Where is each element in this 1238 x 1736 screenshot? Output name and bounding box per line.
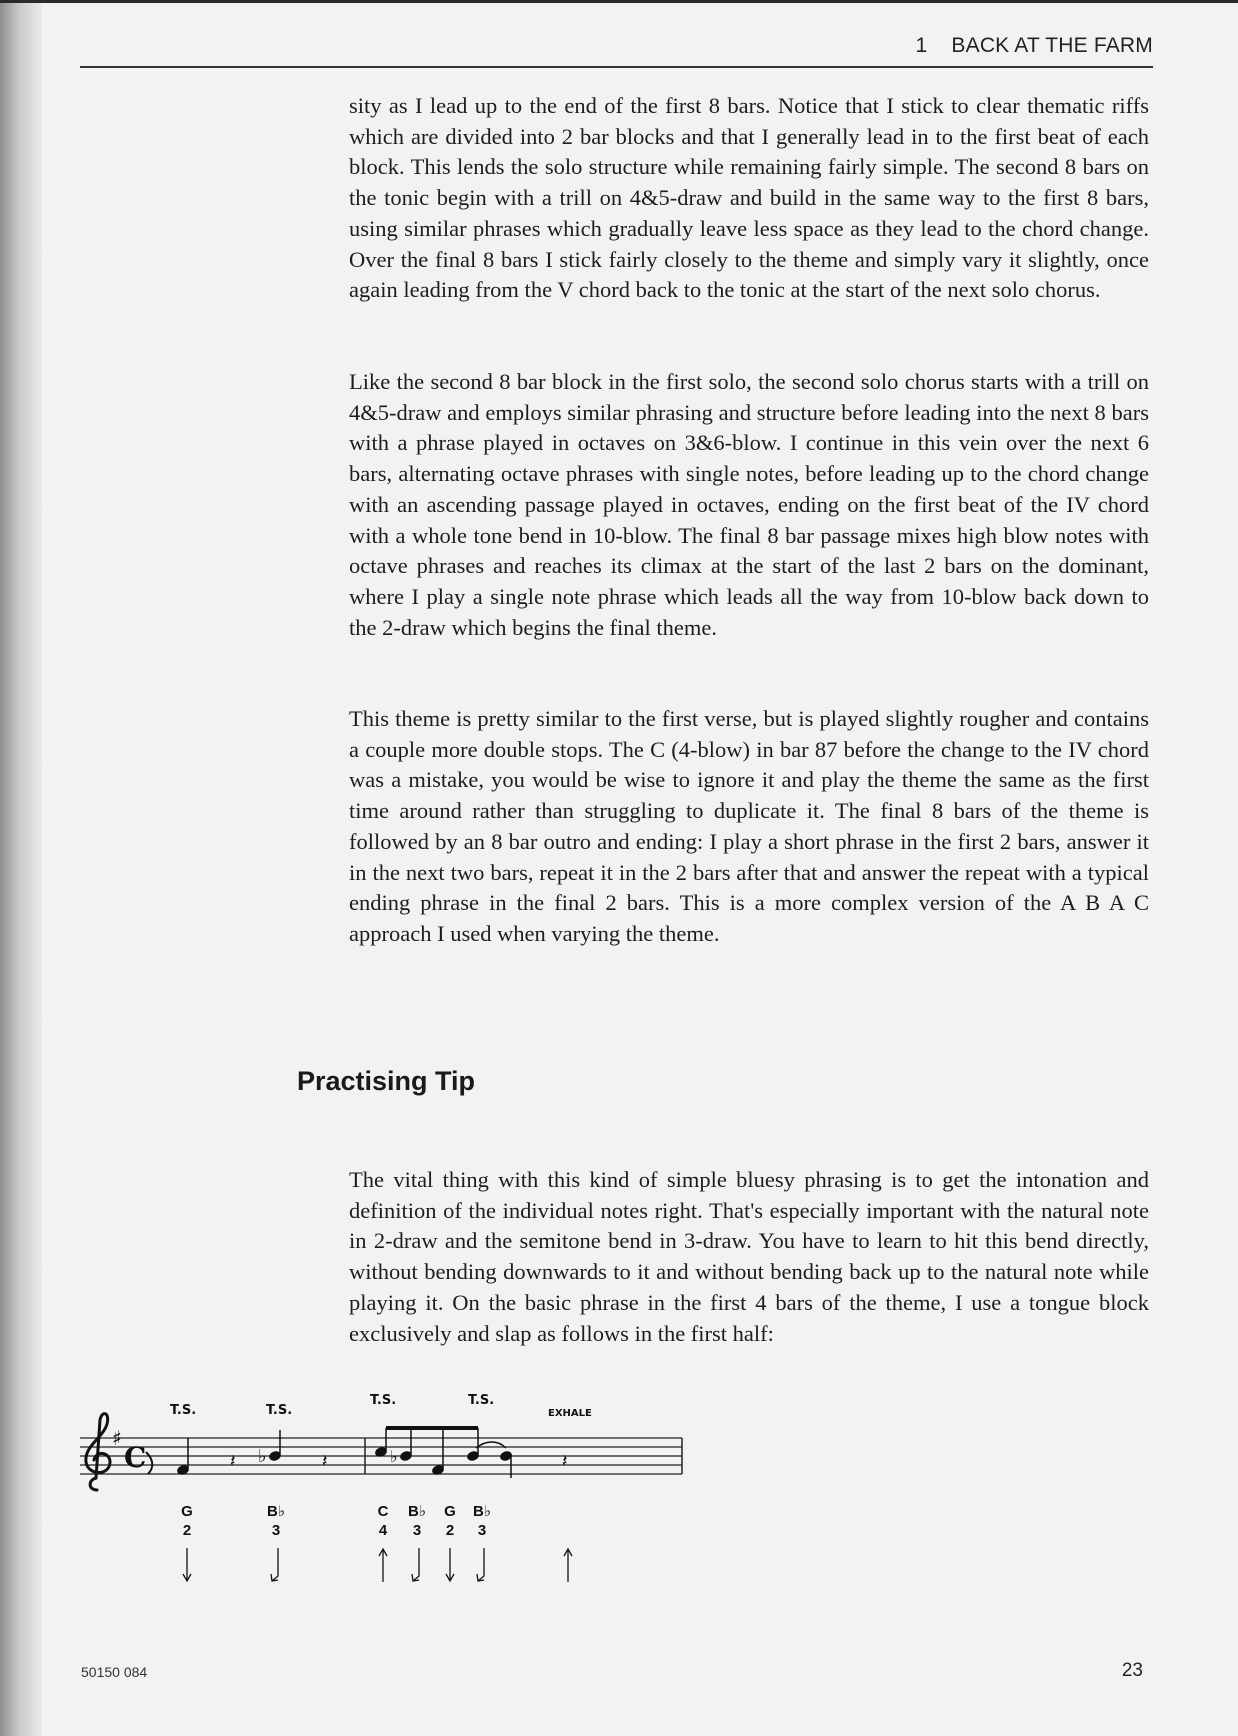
book-spine-shadow (0, 0, 42, 1736)
bend-draw-arrow-icon (477, 1548, 484, 1581)
draw-arrow-icon (183, 1548, 191, 1581)
svg-text:♭: ♭ (390, 1447, 398, 1466)
paragraph-2: Like the second 8 bar block in the first solo, the second solo chorus starts with a trill on 4&5-draw and employs similar phrasing and structure before leading into the next 8 bars with a phrase played in octaves on 3&6-blow. I continue in this vein over the next 6 bars, alternating octave phrases with single notes, before leading up to the chord change with an ascending passage played in octaves, ending on the first beat of the IV chord with a whole tone bend in 10-blow. The final 8 bar passage mixes high blow notes with octave phrases and reaches its climax at the start of the last 2 bars on the dominant, where I play a single note phrase which leads all the way from 10-blow back down to the 2-draw which begins the final theme. (349, 369, 1149, 640)
tab-hole: 3 (271, 1522, 281, 1539)
bend-draw-arrow-icon (412, 1548, 419, 1581)
running-header (915, 34, 1153, 58)
chapter-number: 1 (915, 34, 928, 57)
tab-note: G (181, 1503, 193, 1520)
note-b-flat (466, 1428, 479, 1462)
blow-arrow-icon (379, 1549, 387, 1582)
tab-note: C (377, 1503, 389, 1520)
note-b-flat (258, 1430, 282, 1467)
blow-arrow-icon (564, 1549, 572, 1582)
page-number: 23 (1121, 1660, 1143, 1681)
annotation-ts-2: T.S. (266, 1403, 293, 1418)
quarter-rest-icon: 𝄽 (230, 1451, 236, 1472)
music-notation (70, 1390, 690, 1600)
common-time-icon: C (124, 1441, 147, 1474)
quarter-rest-icon: 𝄽 (562, 1451, 568, 1472)
annotation-ts-1: T.S. (170, 1403, 197, 1418)
svg-text:♭: ♭ (258, 1446, 267, 1467)
note-g (176, 1438, 189, 1476)
tab-note: B♭ (473, 1503, 491, 1520)
catalog-code: 50150 084 (81, 1664, 148, 1680)
chapter-title: BACK AT THE FARM (951, 34, 1153, 57)
header-rule (80, 66, 1153, 68)
sharp-icon: ♯ (112, 1426, 122, 1450)
section-heading: Practising Tip (297, 1066, 476, 1096)
tab-hole: 3 (477, 1522, 487, 1539)
annotation-ts-3: T.S. (370, 1393, 397, 1408)
tab-note: B♭ (408, 1503, 426, 1520)
treble-clef-icon (86, 1414, 110, 1490)
tab-hole: 2 (445, 1522, 455, 1539)
annotation-exhale: EXHALE (548, 1408, 592, 1419)
tab-hole: 2 (182, 1522, 192, 1539)
paragraph-1: sity as I lead up to the end of the first 8 bars. Notice that I stick to clear thematic riffs which are divided into 2 bar blocks and that I generally lead in to the first beat of each block. This lends the solo structure while remaining fairly simple. The second 8 bars on the tonic begin with a trill on 4&5-draw and build in the same way to the first 8 bars, using similar phrases which gradually leave less space as they lead to the chord change. Over the final 8 bars I stick fairly closely to the theme and simply vary it slightly, once again leading from the V chord back to the tonic at the start of the next solo chorus. (349, 93, 1149, 303)
tab-hole: 4 (378, 1522, 388, 1539)
beam (386, 1426, 478, 1430)
note-g (431, 1428, 444, 1476)
section-paragraph: The vital thing with this kind of simple bluesy phrasing is to get the intonation and definition of the individual notes right. That's especially important with the natural note in 2-draw and the semitone bend in 3-draw. You have to learn to hit this bend directly, without bending downwards to it and without bending back up to the natural note while playing it. On the basic phrase in the first 4 bars of the theme, I use a tongue block exclusively and slap as follows in the first half: (349, 1167, 1149, 1346)
tab-note: G (444, 1503, 456, 1520)
draw-arrow-icon (446, 1548, 454, 1581)
tie-mark (146, 1452, 152, 1474)
tab-note: B♭ (267, 1503, 285, 1520)
note-c (374, 1428, 387, 1458)
tab-hole: 3 (412, 1522, 422, 1539)
annotation-ts-4: T.S. (468, 1393, 495, 1408)
quarter-rest-icon: 𝄽 (322, 1451, 328, 1472)
bend-draw-arrow-icon (271, 1548, 278, 1581)
paragraph-3: This theme is pretty similar to the first verse, but is played slightly rougher and contains a couple more double stops. The C (4-blow) in bar 87 before the change to the IV chord was a mistake, you would be wise to ignore it and play the theme the same as the first time around rather than struggling to duplicate it. The final 8 bars of the theme is followed by an 8 bar outro and ending: I play a short phrase in the first 2 bars, answer it in the next two bars, repeat it in the 2 bars after that and answer the repeat with a typical ending phrase in the final 2 bars. This is a more complex version of the A B A C approach I used when varying the theme. (349, 706, 1149, 946)
page-top-edge (0, 0, 1238, 3)
